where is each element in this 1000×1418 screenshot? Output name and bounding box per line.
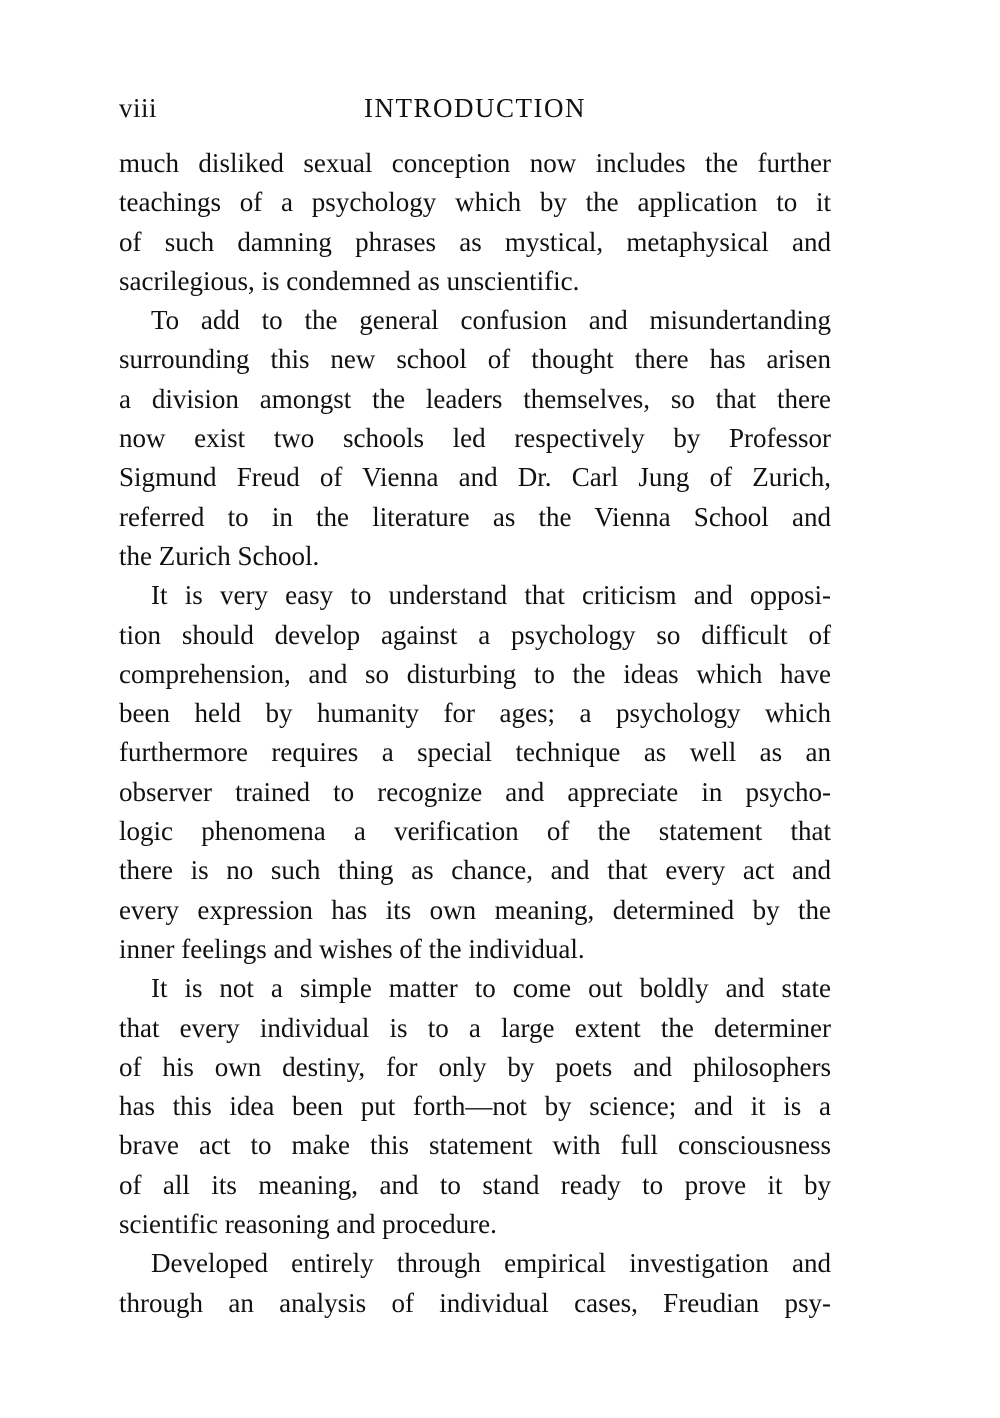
page-number: viii bbox=[119, 93, 158, 123]
text-line: there is no such thing as chance, and that every act and bbox=[119, 855, 831, 886]
text-line: the Zurich School. bbox=[119, 540, 320, 571]
text-line: of his own destiny, for only by poets and philosophers bbox=[119, 1051, 831, 1082]
text-line: been held by humanity for ages; a psychology which bbox=[119, 698, 831, 729]
text-line: has this idea been put forth—not by science; and it is a bbox=[119, 1091, 831, 1122]
text-line: It is very easy to understand that criticism and opposi- bbox=[151, 580, 831, 611]
text-line: furthermore requires a special technique as well as an bbox=[119, 737, 831, 768]
text-line: every expression has its own meaning, determined by the bbox=[119, 894, 831, 925]
paragraph bbox=[119, 1244, 831, 1323]
text-line: To add to the general confusion and misundertanding bbox=[151, 305, 831, 336]
text-line: of such damning phrases as mystical, metaphysical and bbox=[119, 226, 831, 257]
text-line: that every individual is to a large extent the determiner bbox=[119, 1012, 831, 1043]
text-line: observer trained to recognize and appreciate in psycho- bbox=[119, 776, 831, 807]
text-line: inner feelings and wishes of the individual. bbox=[119, 933, 585, 964]
text-line: comprehension, and so disturbing to the ideas which have bbox=[119, 658, 831, 689]
text-line: now exist two schools led respectively by Professor bbox=[119, 423, 831, 454]
running-title: INTRODUCTION bbox=[364, 93, 586, 123]
text-line: sacrilegious, is condemned as unscientific. bbox=[119, 265, 580, 296]
paragraph bbox=[119, 576, 831, 969]
text-line: of all its meaning, and to stand ready to prove it by bbox=[119, 1169, 831, 1200]
body-text bbox=[119, 144, 831, 1323]
text-line: tion should develop against a psychology so difficult of bbox=[119, 619, 831, 650]
paragraph bbox=[119, 144, 831, 301]
paragraph bbox=[119, 301, 831, 576]
text-line: scientific reasoning and procedure. bbox=[119, 1209, 497, 1240]
text-line: through an analysis of individual cases, Freudian psy- bbox=[119, 1287, 831, 1318]
text-line: referred to in the literature as the Vienna School and bbox=[119, 501, 831, 532]
text-line: brave act to make this statement with full consciousness bbox=[119, 1130, 831, 1161]
paragraph bbox=[119, 969, 831, 1244]
text-line: surrounding this new school of thought there has arisen bbox=[119, 344, 831, 375]
text-line: It is not a simple matter to come out boldly and state bbox=[151, 973, 831, 1004]
text-line: a division amongst the leaders themselves, so that there bbox=[119, 383, 831, 414]
text-line: teachings of a psychology which by the application to it bbox=[119, 187, 831, 218]
text-line: Sigmund Freud of Vienna and Dr. Carl Jung of Zurich, bbox=[119, 462, 831, 493]
text-line: logic phenomena a verification of the statement that bbox=[119, 816, 831, 847]
running-head bbox=[119, 88, 831, 128]
text-line: Developed entirely through empirical investigation and bbox=[151, 1248, 831, 1279]
text-line: much disliked sexual conception now includes the further bbox=[119, 148, 831, 178]
